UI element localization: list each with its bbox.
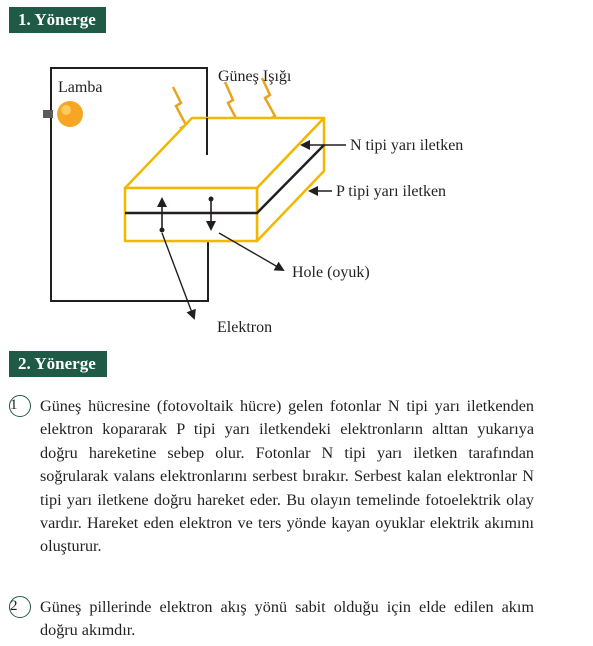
- sunlight-label: Güneş Işığı: [218, 68, 292, 85]
- item-number-badge: 2: [9, 596, 31, 618]
- lamp-icon: [43, 101, 83, 127]
- n-type-label: N tipi yarı iletken: [350, 137, 464, 154]
- section-2-header: 2. Yönerge: [9, 351, 107, 377]
- solar-cell-block: [125, 118, 324, 241]
- item-text: Güneş hücresine (fotovoltaik hücre) gelen fotonlar N tipi yarı iletkenden elektron kopararak P tipi yarı iletkendeki elektronların alttan yukarıya doğru hareketine sebep olur. Fotonlar N tipi yarı iletken tarafından soğrularak valans elektronlarını serbest bırakır. Serbest kalan elektronlar N tipi yarı iletkene doğru hareket eder. Bu olayın temelinde fotoelektrik olay vardır. Hareket eden elektron ve ters yönde kayan oyuklar elektrik akımını oluşturur.: [40, 397, 534, 556]
- list-item: [9, 596, 534, 643]
- lamp-label: Lamba: [58, 79, 103, 96]
- item-text: Güneş pillerinde elektron akış yönü sabit olduğu için elde edilen akım doğru akımdır.: [40, 598, 534, 640]
- p-type-label: P tipi yarı iletken: [336, 183, 447, 200]
- hole-label: Hole (oyuk): [292, 264, 370, 281]
- electron-label: Elektron: [217, 319, 273, 336]
- section-1-header: 1. Yönerge: [9, 7, 106, 33]
- item-number-badge: 1: [9, 395, 31, 417]
- list-item: [9, 395, 534, 559]
